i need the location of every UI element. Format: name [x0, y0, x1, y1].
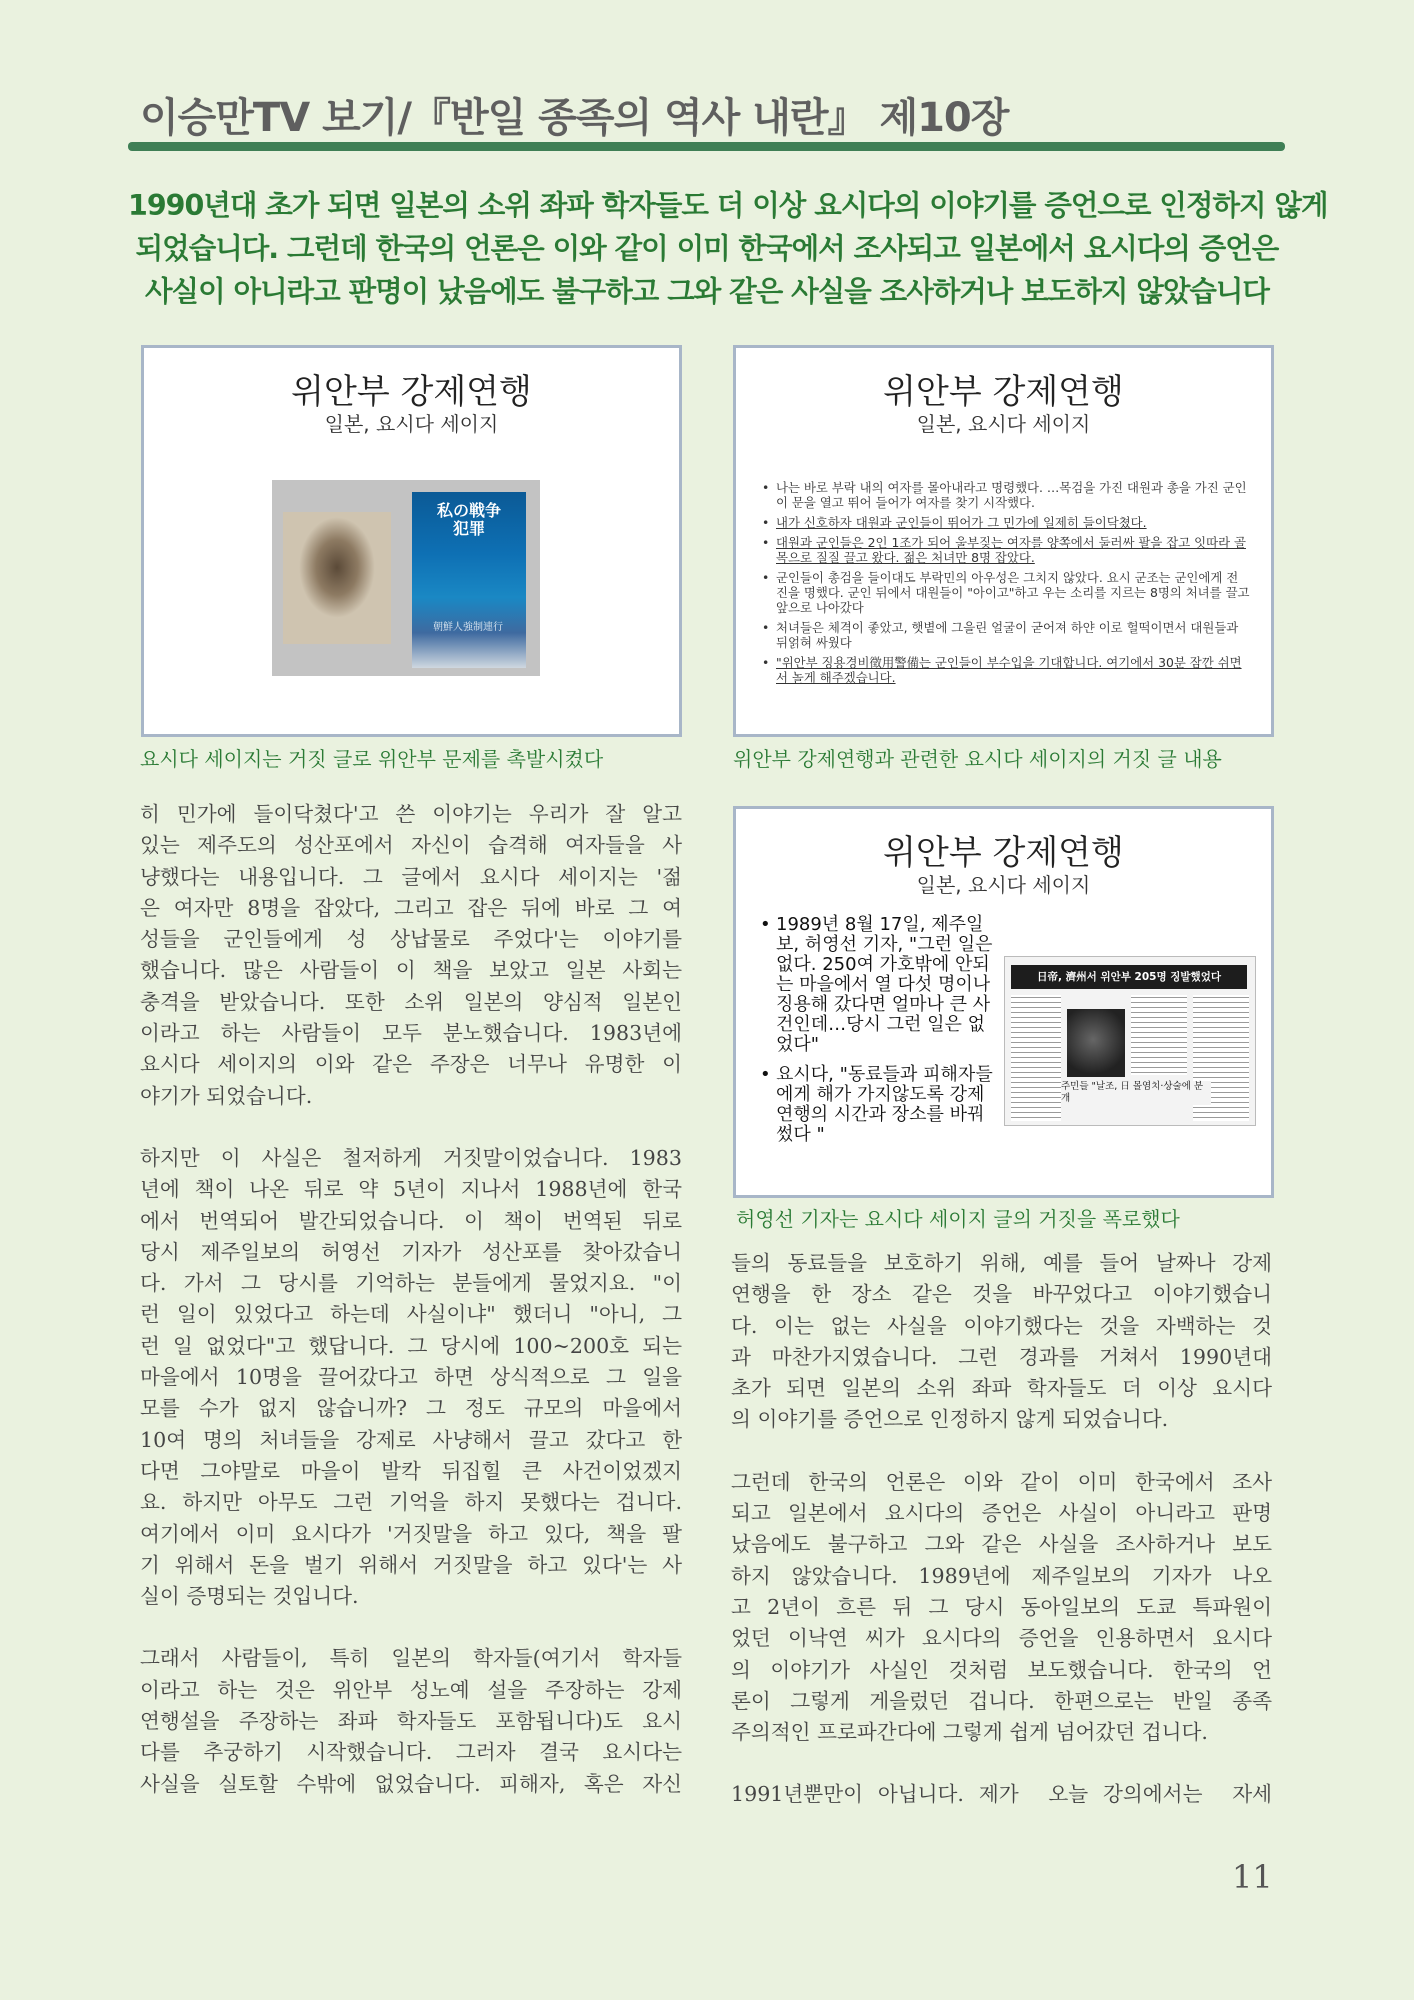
- clipping-headline: 日帝, 濟州서 위안부 205명 징발했었다: [1011, 965, 1247, 989]
- text-line: 요. 하지만 아무도 그런 기억을 하지 못했다는 겁니다.: [140, 1490, 682, 1515]
- paragraph: [731, 1248, 1272, 1436]
- slide-subtitle: 일본, 요시다 세이지: [916, 412, 1091, 436]
- book-subtitle: 朝鮮人強制連行: [433, 622, 503, 633]
- slide-title-block: [736, 833, 1271, 897]
- paragraph: [731, 1467, 1272, 1749]
- text-line: 10여 명의 처녀들을 강제로 사냥해서 끌고 갔다고 한: [140, 1427, 682, 1452]
- slide-title: 위안부 강제연행: [291, 372, 532, 412]
- text-line: 다. 이는 없는 사실을 이야기했다는 것을 자백하는 것: [731, 1313, 1272, 1338]
- text-line: 되고 일본에서 요시다의 증언은 사실이 아니라고 판명: [731, 1501, 1272, 1526]
- header-rule: [128, 142, 1285, 151]
- newspaper-clipping-image: [1004, 956, 1256, 1126]
- slide-yoshida-text: [733, 345, 1274, 737]
- slide-yoshida-book: [141, 345, 682, 737]
- text-line: 히 민가에 들이닥쳤다'고 쓴 이야기는 우리가 잘 알고: [140, 802, 682, 826]
- text-line: 다면 그야말로 마을이 발칵 뒤집힐 큰 사건이었겠지: [140, 1458, 682, 1483]
- book-title: 私の戦争犯罪: [436, 501, 501, 538]
- text-line: 냥했다는 내용입니다. 그 글에서 요시다 세이지는 '젊: [140, 864, 682, 889]
- text-line: 론이 그렇게 게을렀던 겁니다. 한편으로는 반일 종족: [731, 1688, 1272, 1713]
- bullet-list: [760, 480, 1250, 690]
- text-line: 이라고 하는 사람들이 모두 분노했습니다. 1983년에: [140, 1021, 682, 1046]
- text-line: 1991년뿐만이 아닙니다. 제가 오늘 강의에서는 자세: [731, 1782, 1272, 1807]
- yoshida-portrait-image: [283, 512, 391, 644]
- text-line: 기 위해서 돈을 벌기 위해서 거짓말을 하고 있다'는 사: [140, 1552, 682, 1577]
- slide-title-block: [736, 372, 1271, 436]
- text-line: 여기에서 이미 요시다가 '거짓말을 하고 있다, 책을 팔: [140, 1521, 682, 1546]
- clipping-text-lines: [1011, 995, 1061, 1121]
- text-line: 고 2년이 흐른 뒤 그 당시 동아일보의 도쿄 특파원이: [731, 1594, 1272, 1619]
- slide-caption: 허영선 기자는 요시다 세이지 글의 거짓을 폭로했다: [736, 1207, 1180, 1231]
- text-line: 났음에도 불구하고 그와 같은 사실을 조사하거나 보도: [731, 1532, 1272, 1557]
- text-line: 연행설을 주장하는 좌파 학자들도 포함됩니다)도 요시: [140, 1709, 682, 1734]
- clipping-photo: [1067, 1009, 1125, 1077]
- text-line: 연행을 한 장소 같은 것을 바꾸었다고 이야기했습니: [731, 1282, 1272, 1307]
- slide-caption: 위안부 강제연행과 관련한 요시다 세이지의 거짓 글 내용: [733, 747, 1222, 771]
- slide-title-block: [144, 372, 679, 436]
- slide-reporter-expose: [733, 806, 1274, 1198]
- clipping-caption: 주민들 "날조, 日 몰염치·상술에 분개: [1061, 1081, 1211, 1105]
- bullet-item: • "위안부 징용경비徵用警備는 군인들이 부수입을 기대합니다. 여기에서 30분 잠깐 쉬면서 놀게 해주겠습니다.: [760, 655, 1250, 685]
- text-line: 그래서 사람들이, 특히 일본의 학자들(여기서 학자들: [140, 1646, 682, 1671]
- right-column-text: [731, 1248, 1272, 1842]
- summary-headline: [128, 184, 1328, 313]
- summary-line: 되었습니다. 그런데 한국의 언론은 이와 같이 이미 한국에서 조사되고 일본에서 요시다의 증언은: [135, 232, 1279, 265]
- text-line: 주의적인 프로파간다에 그렇게 쉽게 넘어갔던 겁니다.: [731, 1720, 1208, 1745]
- text-line: 마을에서 10명을 끌어갔다고 하면 상식적으로 그 일을: [140, 1365, 682, 1390]
- text-line: 당시 제주일보의 허영선 기자가 성산포를 찾아갔습니: [140, 1239, 682, 1264]
- text-line: 요시다 세이지의 이와 같은 주장은 너무나 유명한 이: [140, 1052, 682, 1077]
- text-line: 런 일 없었다"고 했답니다. 그 당시에 100~200호 되는: [140, 1333, 682, 1358]
- clipping-text-lines: [1131, 995, 1187, 1075]
- bullet-list: [758, 915, 998, 1155]
- text-line: 에서 번역되어 발간되었습니다. 이 책이 번역된 뒤로: [140, 1208, 682, 1233]
- text-line: 하지 않았습니다. 1989년에 제주일보의 기자가 나오: [731, 1563, 1272, 1588]
- slide-caption: 요시다 세이지는 거짓 글로 위안부 문제를 촉발시켰다: [140, 747, 604, 771]
- text-line: 은 여자만 8명을 잡았다, 그리고 잡은 뒤에 바로 그 여: [140, 895, 682, 920]
- slide-subtitle: 일본, 요시다 세이지: [324, 412, 499, 436]
- text-line: 그런데 한국의 언론은 이와 같이 이미 한국에서 조사: [731, 1469, 1272, 1494]
- paragraph: [140, 1643, 682, 1799]
- text-line: 초가 되면 일본의 소위 좌파 학자들도 더 이상 요시다: [731, 1376, 1272, 1401]
- text-line: 들의 동료들을 보호하기 위해, 예를 들어 날짜나 강제: [731, 1251, 1272, 1275]
- paragraph: [731, 1779, 1272, 1810]
- text-line: 사실을 실토할 수밖에 없었습니다. 피해자, 혹은 자신: [140, 1771, 682, 1796]
- left-column-text: [140, 799, 682, 1831]
- book-cover-image: [412, 492, 526, 668]
- bullet-item: • 군인들이 총검을 들이대도 부락민의 아우성은 그치지 않았다. 요시 군조는 군인에게 전진을 명했다. 군인 뒤에서 대원들이 "아이고"하고 우는 소리를 지르는 8명의 처녀를 끌고 앞으로 나아갔다: [760, 570, 1250, 615]
- bullet-item: • 내가 신호하자 대원과 군인들이 뛰어가 그 민가에 일제히 들이닥쳤다.: [760, 515, 1250, 530]
- text-line: 다를 추궁하기 시작했습니다. 그러자 결국 요시다는: [140, 1740, 682, 1765]
- text-line: 하지만 이 사실은 철저하게 거짓말이었습니다. 1983: [140, 1145, 682, 1170]
- text-line: 실이 증명되는 것입니다.: [140, 1584, 359, 1609]
- summary-line: 사실이 아니라고 판명이 났음에도 불구하고 그와 같은 사실을 조사하거나 보도하지 않았습니다: [145, 275, 1269, 308]
- text-line: 었던 이낙연 씨가 요시다의 증언을 인용하면서 요시다: [731, 1626, 1272, 1651]
- slide-title: 위안부 강제연행: [883, 833, 1124, 873]
- text-line: 성들을 군인들에게 성 상납물로 주었다'는 이야기를: [140, 927, 682, 952]
- bullet-item: • 처녀들은 체격이 좋았고, 햇볕에 그을린 얼굴이 굳어져 하얀 이로 헐떡이면서 대원들과 뒤얽혀 싸웠다: [760, 620, 1250, 650]
- text-line: 런 일이 있었다고 하는데 사실이냐" 했더니 "아니, 그: [140, 1302, 682, 1327]
- photo-panel: [272, 480, 540, 676]
- text-line: 했습니다. 많은 사람들이 이 책을 보았고 일본 사회는: [140, 958, 682, 983]
- text-line: 이라고 하는 것은 위안부 성노예 설을 주장하는 강제: [140, 1677, 682, 1702]
- text-line: 의 이야기를 증언으로 인정하지 않게 되었습니다.: [731, 1407, 1169, 1432]
- bullet-item: • 1989년 8월 17일, 제주일보, 허영선 기자, "그런 일은 없다. 250여 가호밖에 안되는 마을에서 열 다섯 명이나 징용해 갔다면 얼마나 큰 사건인데…당시 그런 일은 없었다": [758, 915, 998, 1055]
- text-line: 있는 제주도의 성산포에서 자신이 습격해 여자들을 사: [140, 833, 682, 858]
- text-line: 다. 가서 그 당시를 기억하는 분들에게 물었지요. "이: [140, 1271, 682, 1296]
- bullet-item: • 요시다, "동료들과 피해자들에게 해가 가지않도록 강제연행의 시간과 장소를 바꿔썼다 ": [758, 1065, 998, 1145]
- paragraph: [140, 1143, 682, 1612]
- text-line: 의 이야기가 사실인 것처럼 보도했습니다. 한국의 언: [731, 1657, 1272, 1682]
- header-title: 이승만TV 보기/『반일 종족의 역사 내란』 제10장: [140, 95, 1009, 141]
- text-line: 과 마찬가지였습니다. 그런 경과를 거쳐서 1990년대: [731, 1344, 1272, 1369]
- paragraph: [140, 799, 682, 1112]
- text-line: 모를 수가 없지 않습니까? 그 정도 규모의 마을에서: [140, 1396, 682, 1421]
- summary-line: 1990년대 초가 되면 일본의 소위 좌파 학자들도 더 이상 요시다의 이야기를 증언으로 인정하지 않게: [128, 189, 1328, 222]
- bullet-item: • 대원과 군인들은 2인 1조가 되어 울부짖는 여자를 양쪽에서 둘러싸 팔을 잡고 잇따라 골목으로 질질 끌고 왔다. 젊은 처녀만 8명 잡았다.: [760, 535, 1250, 565]
- text-line: 야기가 되었습니다.: [140, 1083, 313, 1108]
- slide-subtitle: 일본, 요시다 세이지: [916, 873, 1091, 897]
- slide-title: 위안부 강제연행: [883, 372, 1124, 412]
- text-line: 년에 책이 나온 뒤로 약 5년이 지나서 1988년에 한국: [140, 1177, 682, 1202]
- bullet-item: • 나는 바로 부락 내의 여자를 몰아내라고 명령했다. …목검을 가진 대원과 총을 가진 군인이 문을 열고 뛰어 들어가 여자를 찾기 시작했다.: [760, 480, 1250, 510]
- text-line: 충격을 받았습니다. 또한 소위 일본의 양심적 일본인: [140, 989, 682, 1014]
- page-number: 11: [1232, 1858, 1273, 1896]
